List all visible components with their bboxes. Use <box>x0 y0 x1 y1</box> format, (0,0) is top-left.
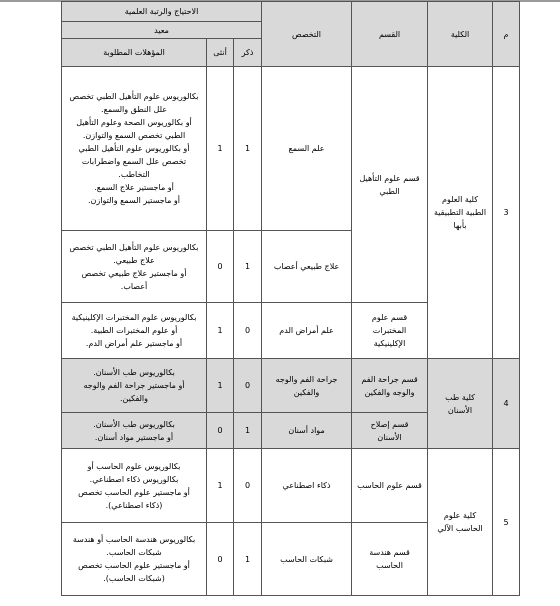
qualification-line: أو ماجستير جراحة الفم والوجه <box>83 381 185 390</box>
qualifications-cell <box>62 449 207 523</box>
qualification-line: بكالوريوس علوم التأهيل الطبي تخصص <box>69 92 199 101</box>
specialization-cell: مواد أسنان <box>262 413 352 449</box>
specialization-cell: علم أمراض الدم <box>262 303 352 359</box>
table-row <box>62 359 520 413</box>
header-no: م <box>493 2 520 67</box>
table-row <box>62 67 520 231</box>
department-cell: قسم علوم المختبرات الإكلينيكية <box>352 303 428 359</box>
qualification-line: بكالوريوس علوم الحاسب أو <box>87 461 181 471</box>
qualification-line: (ذكاء اصطناعي). <box>105 500 163 510</box>
qualification-line: أو ماجستير علوم الحاسب تخصص <box>78 561 190 570</box>
female-count: 1 <box>207 67 234 231</box>
college-cell: كلية علوم الحاسب الآلي <box>428 449 493 596</box>
qualifications-cell <box>62 231 207 303</box>
requirements-table <box>61 1 520 596</box>
male-count: 0 <box>234 359 262 413</box>
female-count: 1 <box>207 303 234 359</box>
female-count: 1 <box>207 449 234 523</box>
college-cell: كلية العلوم الطبية التطبيقية بأبها <box>428 67 493 359</box>
qualification-line: الطبي تخصص السمع والتوازن. <box>82 131 186 140</box>
header-female: أنثى <box>207 39 234 67</box>
qualification-line: بكالوريوس طب الأسنان. <box>93 419 175 429</box>
male-count: 1 <box>234 413 262 449</box>
qualification-line: أو بكالوريوس الصحة وعلوم التأهيل <box>76 118 192 127</box>
header-specialization: التخصص <box>262 2 352 67</box>
qualification-line: بكالوريوس هندسة الحاسب أو هندسة <box>72 535 196 544</box>
qualifications-cell <box>62 523 207 596</box>
female-count: 0 <box>207 413 234 449</box>
department-cell: قسم علوم الحاسب <box>352 449 428 523</box>
female-count: 1 <box>207 359 234 413</box>
qualification-line: أو علوم المختبرات الطبية. <box>90 326 178 335</box>
qualification-line: أو ماجستير علم أمراض الدم. <box>85 339 183 348</box>
qualifications-cell <box>62 359 207 413</box>
specialization-cell: جراحة الفم والوجه والفكين <box>262 359 352 413</box>
qualification-line: أو ماجستير علاج السمع. <box>94 183 174 192</box>
table-row <box>62 449 520 523</box>
department-cell: قسم علوم التأهيل الطبي <box>352 67 428 303</box>
row-number: 3 <box>493 67 520 359</box>
specialization-cell: علم السمع <box>262 67 352 231</box>
header-needs: الاحتياج والرتبة العلمية <box>62 2 262 22</box>
male-count: 1 <box>234 523 262 596</box>
male-count: 1 <box>234 67 262 231</box>
qualifications-cell <box>62 303 207 359</box>
qualification-line: أو ماجستير علوم الحاسب تخصص <box>78 487 190 497</box>
qualification-line: التخاطب. <box>118 170 150 179</box>
qualification-line: أو ماجستير السمع والتوازن. <box>88 196 181 205</box>
qualification-line: أو ماجستير علاج طبيعي تخصص <box>81 268 187 278</box>
department-cell: قسم جراحة الفم والوجه والفكين <box>352 359 428 413</box>
header-qualifications: المؤهلات المطلوبة <box>62 39 207 67</box>
qualification-line: بكالوريوس علوم المختبرات الإكلينيكية <box>71 313 197 322</box>
specialization-cell: شبكات الحاسب <box>262 523 352 596</box>
qualification-line: (شبكات الحاسب). <box>103 574 165 583</box>
male-count: 1 <box>234 231 262 303</box>
qualification-line: بكالوريوس ذكاء اصطناعي. <box>89 474 179 484</box>
female-count: 0 <box>207 523 234 596</box>
department-cell: قسم إصلاح الأسنان <box>352 413 428 449</box>
header-college: الكلية <box>428 2 493 67</box>
header-rank: معيد <box>62 22 262 39</box>
department-cell: قسم هندسة الحاسب <box>352 523 428 596</box>
specialization-cell: ذكاء اصطناعي <box>262 449 352 523</box>
qualifications-cell <box>62 413 207 449</box>
qualification-line: علل النطق والسمع. <box>101 105 167 114</box>
header-department: القسم <box>352 2 428 67</box>
male-count: 0 <box>234 449 262 523</box>
qualification-line: أعصاب. <box>120 281 148 291</box>
qualification-line: بكالوريوس علوم التأهيل الطبي تخصص <box>69 242 199 252</box>
qualification-line: تخصص علل السمع واضطرابات <box>81 157 187 166</box>
qualification-line: شبكات الحاسب. <box>106 548 162 557</box>
college-cell: كلية طب الأسنان <box>428 359 493 449</box>
male-count: 0 <box>234 303 262 359</box>
qualification-line: علاج طبيعي. <box>113 255 155 265</box>
qualification-line: أو ماجستير مواد أسنان. <box>94 432 174 442</box>
header-male: ذكر <box>234 39 262 67</box>
specialization-cell: علاج طبيعي أعصاب <box>262 231 352 303</box>
qualification-line: والفكين. <box>119 394 149 403</box>
row-number: 4 <box>493 359 520 449</box>
female-count: 0 <box>207 231 234 303</box>
row-number: 5 <box>493 449 520 596</box>
qualification-line: أو بكالوريوس علوم التأهيل الطبي <box>78 144 190 153</box>
qualifications-cell <box>62 67 207 231</box>
qualification-line: بكالوريوس طب الأسنان. <box>93 368 175 377</box>
